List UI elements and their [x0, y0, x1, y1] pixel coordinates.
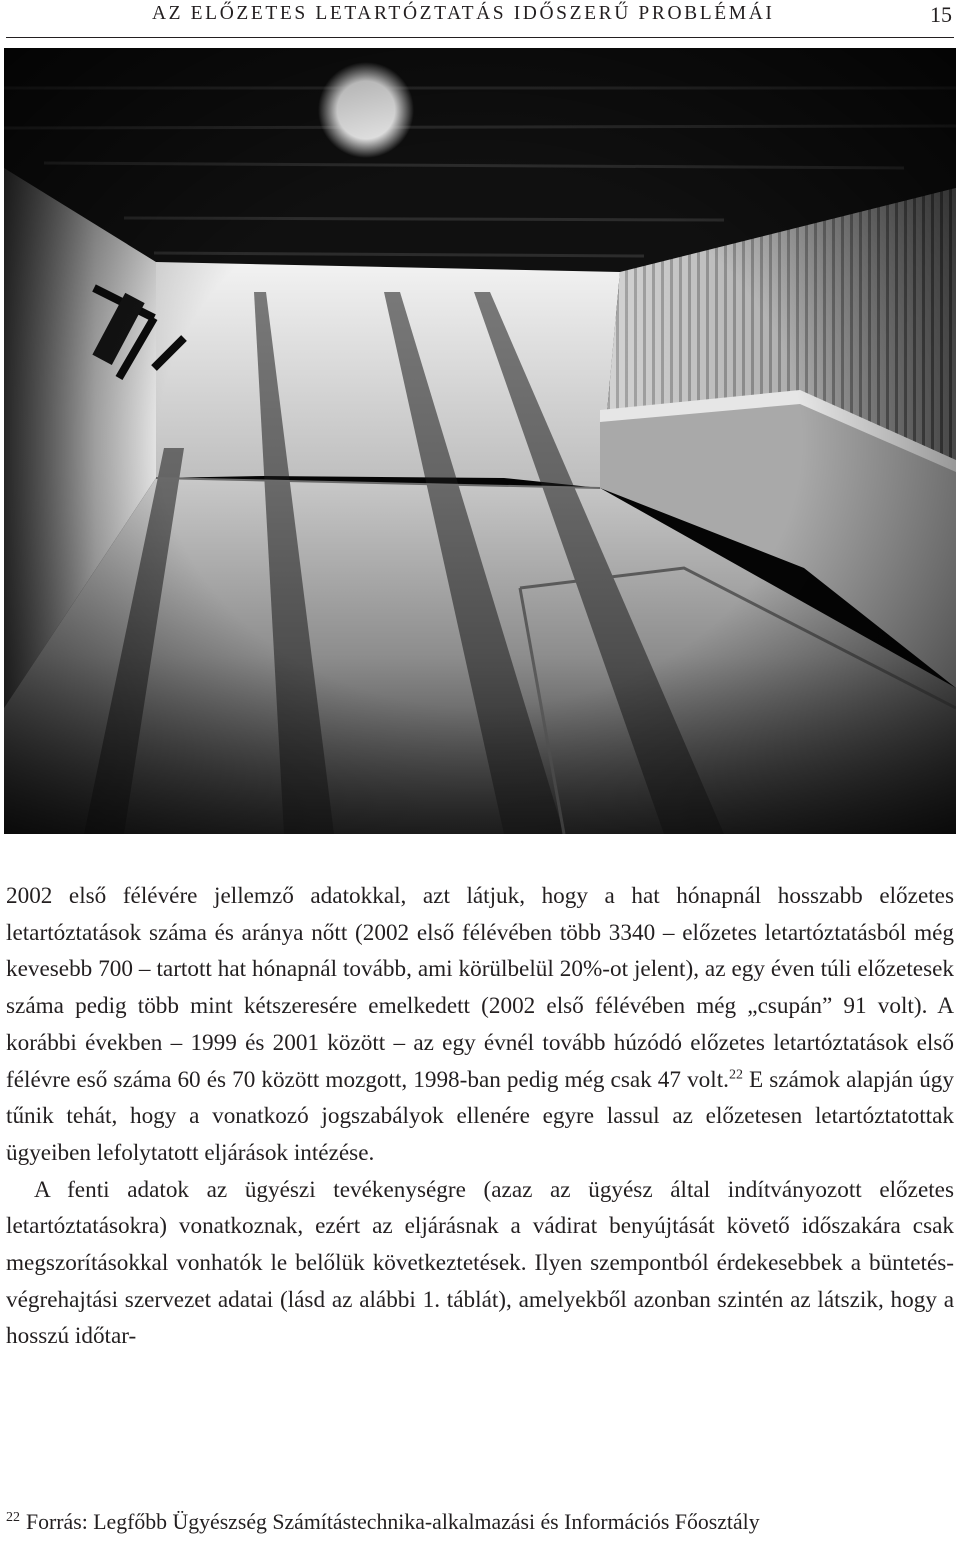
footnote-text: Forrás: Legfőbb Ügyészség Számítástechnika-alkalmazási és Információs Főosztály — [26, 1510, 760, 1534]
footnote — [6, 1508, 954, 1536]
paragraph-1-text-a: 2002 első félévére jellemző adatokkal, azt látjuk, hogy a hat hónapnál hosszabb előzetes letartóztatások száma és aránya nőtt (2002 első félévében több 3340 – előzetes letartóztatásból még kevesebb 700 – tartott hat hónapnál tovább, ami körülbelül 20%-ot jelent), az egy éven túli előzetesek száma pedig több mint kétszeresére emelkedett (2002 első félévében még „csupán” 91 volt). A korábbi években – 1999 és 2001 között – az egy évnél tovább húzódó előzetes letartóztatások első félévre eső száma 60 és 70 között mozgott, 1998-ban pedig még csak 47 volt. — [6, 883, 954, 1093]
photo-drawing — [4, 48, 956, 834]
paragraph-1 — [6, 878, 954, 1172]
paragraph-1-text-b: E számok alapján úgy tűnik tehát, hogy a vonatkozó jogszabályok ellenére egyre lassul az előzetesen letartóztatottak ügyeiben lefolytatott eljárások intézése. — [6, 1066, 954, 1166]
footnote-reference[interactable]: 22 — [728, 1066, 743, 1082]
page-number: 15 — [930, 2, 952, 27]
paragraph-2: A fenti adatok az ügyészi tevékenységre (azaz az ügyész által indítványozott előzetes letartóztatásokra) vonatkoznak, ezért az eljárásnak a vádirat benyújtását követő időszakára csak megszorításokkal vonhatók le belőlük következtetések. Ilyen szempontból érdekesebbek a büntetés-végrehajtási szervezet adatai (lásd az alábbi 1. táblát), amelyekből azonban szintén az látszik, hogy a hosszú időtar- — [6, 1176, 954, 1350]
prison-yard-photo — [4, 48, 956, 834]
footnote-number: 22 — [6, 1509, 20, 1525]
body-text — [6, 878, 954, 1355]
running-header — [6, 0, 954, 38]
running-title: AZ ELŐZETES LETARTÓZTATÁS IDŐSZERŰ PROBLÉMÁI — [152, 3, 775, 24]
